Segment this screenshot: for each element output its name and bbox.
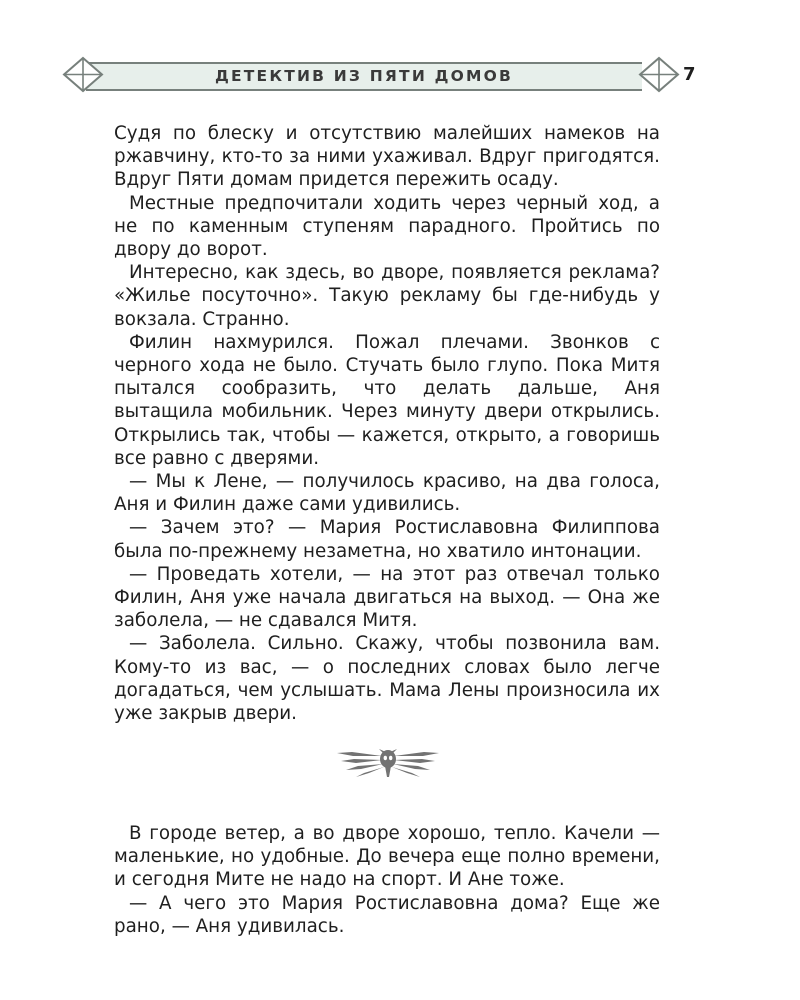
running-title: ДЕТЕКТИВ ИЗ ПЯТИ ДОМОВ (214, 67, 513, 85)
body-text-section-1 (114, 122, 660, 725)
paragraph: Судя по блеску и отсутствию малейших намеков на ржавчину, кто-то за ними ухаживал. Вдруг пригодятся. Вдруг Пяти домам придется пережить осаду. (114, 123, 660, 191)
rhombus-ornament-icon (638, 56, 680, 93)
running-header (0, 0, 800, 110)
paragraph: — А чего это Мария Ростиславовна дома? Еще же рано, — Аня удивилась. (114, 892, 660, 937)
body-text-section-2 (114, 822, 660, 938)
paragraph: Местные предпочитали ходить через черный ход, а не по каменным ступеням парадного. Пройтись по двору до ворот. (114, 192, 660, 261)
paragraph: — Зачем это? — Мария Ростиславовна Филиппова была по-прежнему незаметна, но хватило интонации. (114, 517, 660, 562)
winged-emblem-icon (332, 744, 444, 778)
paragraph: Интересно, как здесь, во дворе, появляется реклама? «Жилье посуточно». Такую рекламу бы где-нибудь у вокзала. Странно. (114, 262, 660, 330)
paragraph: Филин нахмурился. Пожал плечами. Звонков с черного хода не было. Стучать было глупо. Пока Митя пытался сообразить, что делать дальше, Аня вытащила мобильник. Через минуту двери открылись. Открылись так, чтобы — кажется, открыто, а говоришь все равно с дверями. (114, 331, 660, 469)
paragraph: — Проведать хотели, — на этот раз отвечал только Филин, Аня уже начала двигаться на выход. — Она же заболела, — не сдавался Митя. (114, 563, 660, 632)
paragraph: В городе ветер, а во дворе хорошо, тепло. Качели — маленькие, но удобные. До вечера еще полно времени, и сегодня Мите не надо на спорт. И Ане тоже. (114, 823, 660, 891)
page-number: 7 (683, 64, 696, 85)
paragraph: — Мы к Лене, — получилось красиво, на два голоса, Аня и Филин даже сами удивились. (114, 471, 660, 516)
paragraph: — Заболела. Сильно. Скажу, чтобы позвонила вам. Кому-то из вас, — о последних словах было легче догадаться, чем услышать. Мама Лены произносила их уже закрыв двери. (114, 633, 660, 725)
